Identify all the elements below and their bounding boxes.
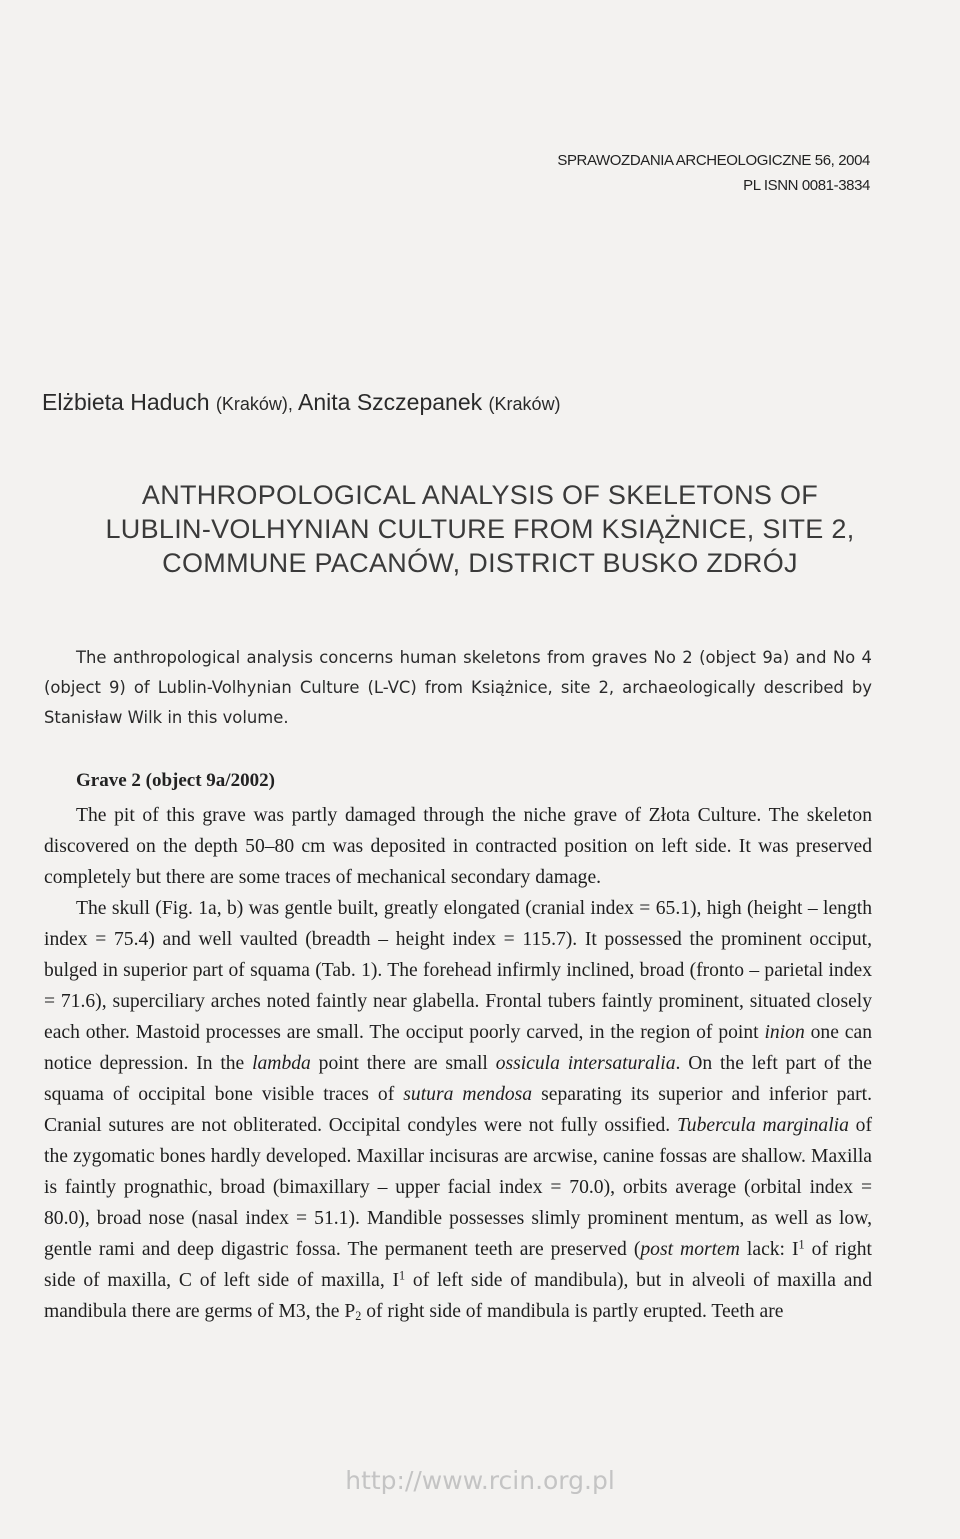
- italic-term: post mortem: [640, 1239, 740, 1260]
- article-body: [44, 800, 872, 1327]
- abstract-text: The anthropological analysis concerns human skeletons from graves No 2 (object 9a) and No 4 (object 9) of Lublin-Volhynian Culture (L-VC) from Książnice, site 2, archaeologically described by Stanisław Wilk in this volume.: [44, 648, 872, 727]
- text-run: one can notice depression. In the: [44, 1022, 872, 1074]
- author-name: Anita Szczepanek: [298, 389, 483, 415]
- superscript: 1: [798, 1237, 805, 1252]
- italic-term: lambda: [252, 1053, 311, 1074]
- text-run: of the zygomatic bones hardly developed. Maxillar incisuras are arcwise, canine fossas are shallow. Maxilla is faintly prognathic, broad (bimaxillary – upper facial index = 70.0), orbits average (orbital index = 80.0), broad nose (nasal index = 51.1). Mandible possesses slimly prominent mentum, as well as low, gentle rami and deep digastric fossa. The permanent teeth are preserved (: [44, 1115, 873, 1260]
- title-line: ANTHROPOLOGICAL ANALYSIS OF SKELETONS OF: [141, 480, 819, 510]
- author-name: Elżbieta Haduch: [42, 389, 210, 415]
- text-run: of left side of mandibula), but in alveoli of maxilla and mandibula there are germs of M3, the P: [44, 1270, 872, 1322]
- italic-term: inion: [764, 1022, 805, 1043]
- text-run: . On the left part of the squama of occipital bone visible traces of: [44, 1053, 872, 1105]
- journal-issn: PL ISNN 0081-3834: [743, 177, 870, 194]
- journal-name: SPRAWOZDANIA ARCHEOLOGICZNE 56, 2004: [557, 152, 870, 169]
- abstract: [44, 643, 872, 733]
- author-affiliation: (Kraków),: [215, 394, 293, 414]
- superscript: 1: [399, 1268, 406, 1283]
- text-run: of right side of mandibula is partly erupted. Teeth are: [361, 1301, 784, 1322]
- journal-header: [557, 148, 870, 198]
- italic-term: sutura mendosa: [403, 1084, 533, 1105]
- section-heading: Grave 2 (object 9a/2002): [76, 770, 275, 791]
- text-run: The skull (Fig. 1a, b) was gentle built, greatly elongated (cranial index = 65.1), high (height – length index = 75.4) and well vaulted (breadth – height index = 115.7). It possessed the prominent occiput, bulged in superior part of squama (Tab. 1). The forehead infirmly inclined, broad (fronto – parietal index = 71.6), superciliary arches noted faintly near glabella. Frontal tubers faintly prominent, situated closely each other. Mastoid processes are small. The occiput poorly carved, in the region of point: [44, 898, 872, 1043]
- italic-term: Tubercula marginalia: [676, 1115, 849, 1136]
- body-paragraph: [44, 893, 872, 1327]
- subscript: 2: [355, 1309, 362, 1324]
- author-affiliation: (Kraków): [488, 394, 561, 414]
- text-run: separating its superior and inferior part. Cranial sutures are not obliterated. Occipital condyles were not fully ossified.: [44, 1084, 873, 1136]
- author-line: [42, 389, 561, 416]
- body-paragraph: The pit of this grave was partly damaged through the niche grave of Złota Culture. The skeleton discovered on the depth 50–80 cm was deposited in contracted position on left side. It was preserved completely but there are some traces of mechanical secondary damage.: [44, 805, 872, 888]
- article-title: [40, 478, 920, 580]
- footer-url: http://www.rcin.org.pl: [345, 1466, 615, 1495]
- text-run: lack: I: [739, 1239, 799, 1260]
- text-run: point there are small: [310, 1053, 496, 1074]
- italic-term: ossicula intersaturalia: [495, 1053, 676, 1074]
- text-run: of right side of maxilla, C of left side of maxilla, I: [44, 1239, 872, 1291]
- title-line: COMMUNE PACANÓW, DISTRICT BUSKO ZDRÓJ: [162, 548, 798, 578]
- title-line: LUBLIN-VOLHYNIAN CULTURE FROM KSIĄŻNICE, SITE 2,: [105, 514, 855, 544]
